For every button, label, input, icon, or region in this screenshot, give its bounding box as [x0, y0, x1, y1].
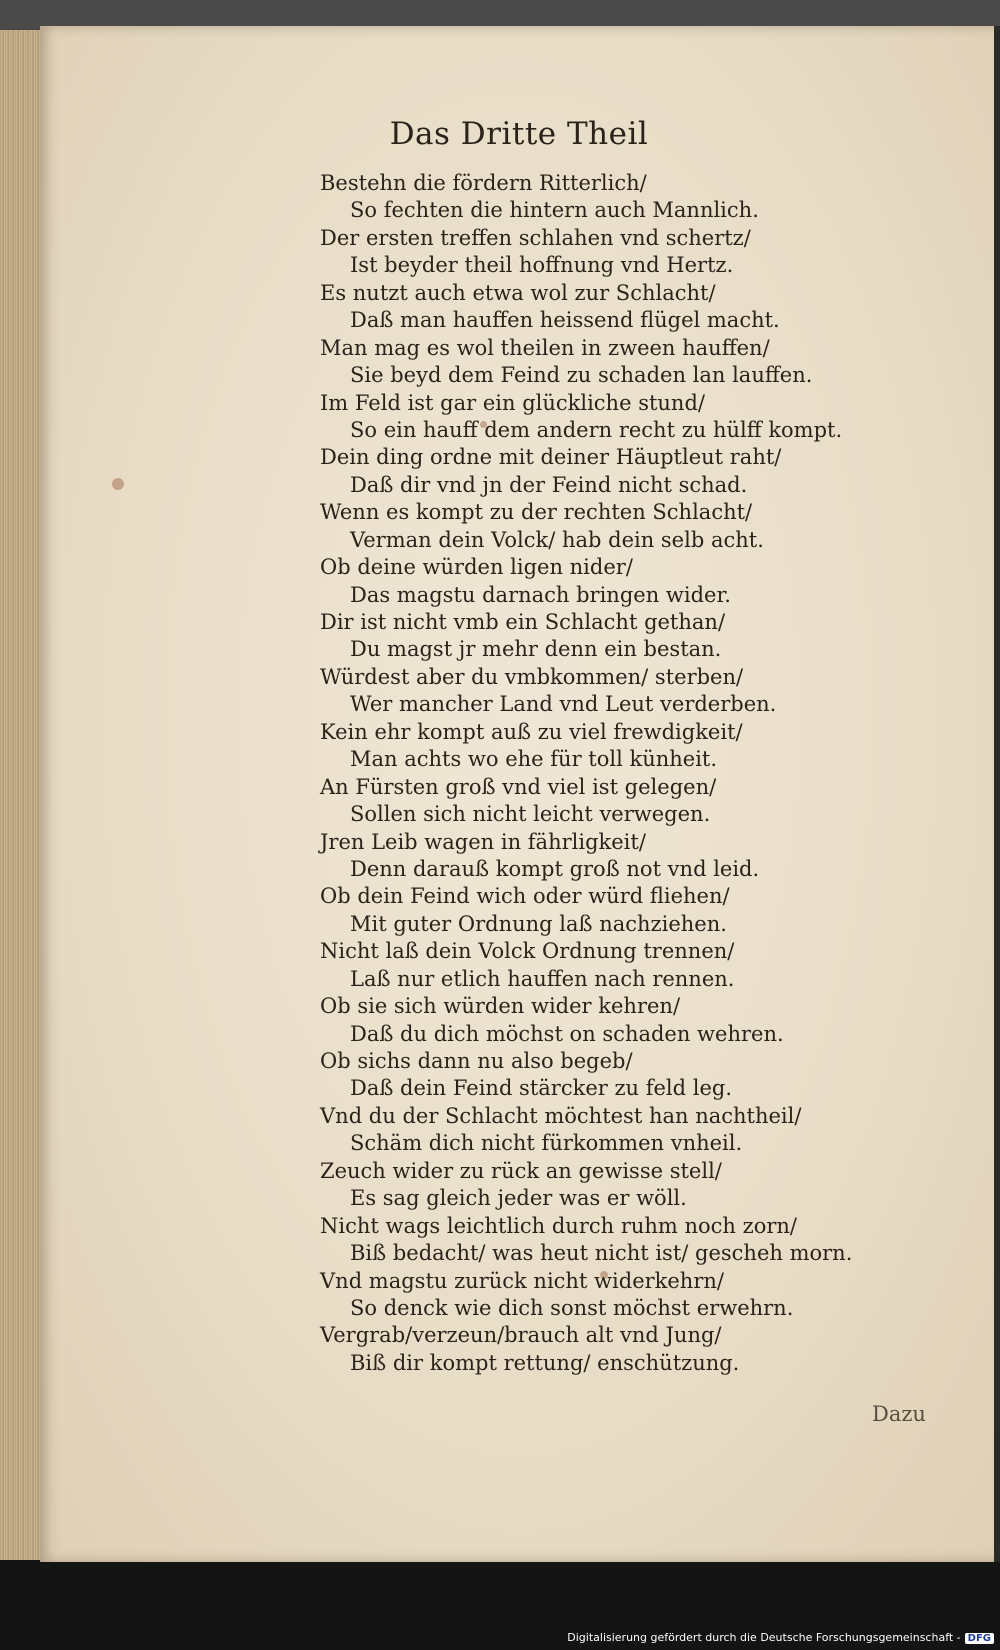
verse-line: Dein ding ordne mit deiner Häuptleut raht/ — [320, 445, 782, 470]
verse-line: Würdest aber du vmbkommen/ sterben/ — [320, 664, 744, 689]
verse-line: Nicht wags leichtlich durch ruhm noch zorn/ — [320, 1213, 797, 1238]
verse-line: Man achts wo ehe für toll künheit. — [350, 747, 718, 772]
verse-line: Dir ist nicht vmb ein Schlacht gethan/ — [320, 610, 726, 634]
digitization-credit — [567, 1631, 994, 1644]
verse-line: Ist beyder theil hoffnung vnd Hertz. — [350, 253, 734, 278]
verse-line: Bestehn die fördern Ritterlich/ — [320, 171, 647, 195]
verse-line: Daß dir vnd jn der Feind nicht schad. — [350, 472, 748, 497]
verse-line: Vnd magstu zurück nicht widerkehrn/ — [320, 1268, 724, 1293]
verse-line: Ob dein Feind wich oder würd fliehen/ — [320, 884, 730, 909]
book-page — [40, 26, 998, 1562]
book-page-edges — [0, 30, 44, 1560]
verse-line: Daß du dich möchst on schaden wehren. — [350, 1021, 784, 1046]
verse-line: Kein ehr kompt auß zu viel frewdigkeit/ — [320, 719, 743, 744]
credit-text: Digitalisierung gefördert durch die Deutsche Forschungsgemeinschaft - — [567, 1631, 961, 1644]
verse-line: Zeuch wider zu rück an gewisse stell/ — [320, 1158, 722, 1183]
verse-line: Laß nur etlich hauffen nach rennen. — [350, 966, 735, 991]
verse-line: Das magstu darnach bringen wider. — [350, 582, 731, 607]
verse-line: Biß dir kompt rettung/ enschützung. — [350, 1350, 740, 1375]
verse-line: Man mag es wol theilen in zween hauffen/ — [320, 335, 770, 360]
scan-right-edge — [994, 26, 1000, 1562]
verse-line: Wer mancher Land vnd Leut verderben. — [350, 692, 777, 717]
page-header: Das Dritte Theil — [389, 116, 649, 152]
verse-line: Mit guter Ordnung laß nachziehen. — [350, 911, 727, 936]
verse-line: Der ersten treffen schlahen vnd schertz/ — [320, 225, 751, 250]
verse-line: Jren Leib wagen in fährligkeit/ — [320, 829, 646, 854]
verse-line: Du magst jr mehr denn ein bestan. — [350, 637, 722, 662]
verse-block — [320, 170, 880, 1377]
verse-line: Schäm dich nicht fürkommen vnheil. — [350, 1131, 743, 1156]
verse-line: Daß man hauffen heissend flügel macht. — [350, 308, 780, 333]
verse-line: Denn darauß kompt groß not vnd leid. — [350, 856, 760, 881]
catchword: Dazu — [872, 1402, 926, 1426]
verse-line: So denck wie dich sonst möchst erwehrn. — [350, 1295, 794, 1320]
verse-line: Daß dein Feind stärcker zu feld leg. — [350, 1076, 733, 1101]
verse-line: Es sag gleich jeder was er wöll. — [350, 1186, 687, 1211]
verse-line: An Fürsten groß vnd viel ist gelegen/ — [320, 774, 717, 799]
verse-line: So fechten die hintern auch Mannlich. — [350, 198, 759, 223]
stain-mark — [112, 478, 124, 490]
verse-line: Verman dein Volck/ hab dein selb acht. — [350, 527, 764, 552]
verse-line: Nicht laß dein Volck Ordnung trennen/ — [320, 939, 735, 964]
verse-line: Vergrab/verzeun/brauch alt vnd Jung/ — [320, 1323, 722, 1348]
verse-line: Wenn es kompt zu der rechten Schlacht/ — [320, 500, 753, 525]
verse-line: Biß bedacht/ was heut nicht ist/ gescheh morn. — [350, 1241, 853, 1266]
verse-line: Vnd du der Schlacht möchtest han nachtheil/ — [320, 1103, 802, 1128]
verse-line: Ob sichs dann nu also begeb/ — [320, 1049, 633, 1073]
verse-line: Es nutzt auch etwa wol zur Schlacht/ — [320, 280, 716, 305]
verse-line: Im Feld ist gar ein glückliche stund/ — [320, 390, 705, 415]
verse-line: Ob sie sich würden wider kehren/ — [320, 994, 681, 1019]
dfg-logo: DFG — [965, 1633, 994, 1644]
verse-line: Sollen sich nicht leicht verwegen. — [350, 802, 711, 827]
verse-line: Ob deine würden ligen nider/ — [320, 555, 633, 580]
verse-line: Sie beyd dem Feind zu schaden lan lauffen. — [350, 363, 813, 388]
verse-line: So ein hauff dem andern recht zu hülff kompt. — [350, 417, 843, 442]
